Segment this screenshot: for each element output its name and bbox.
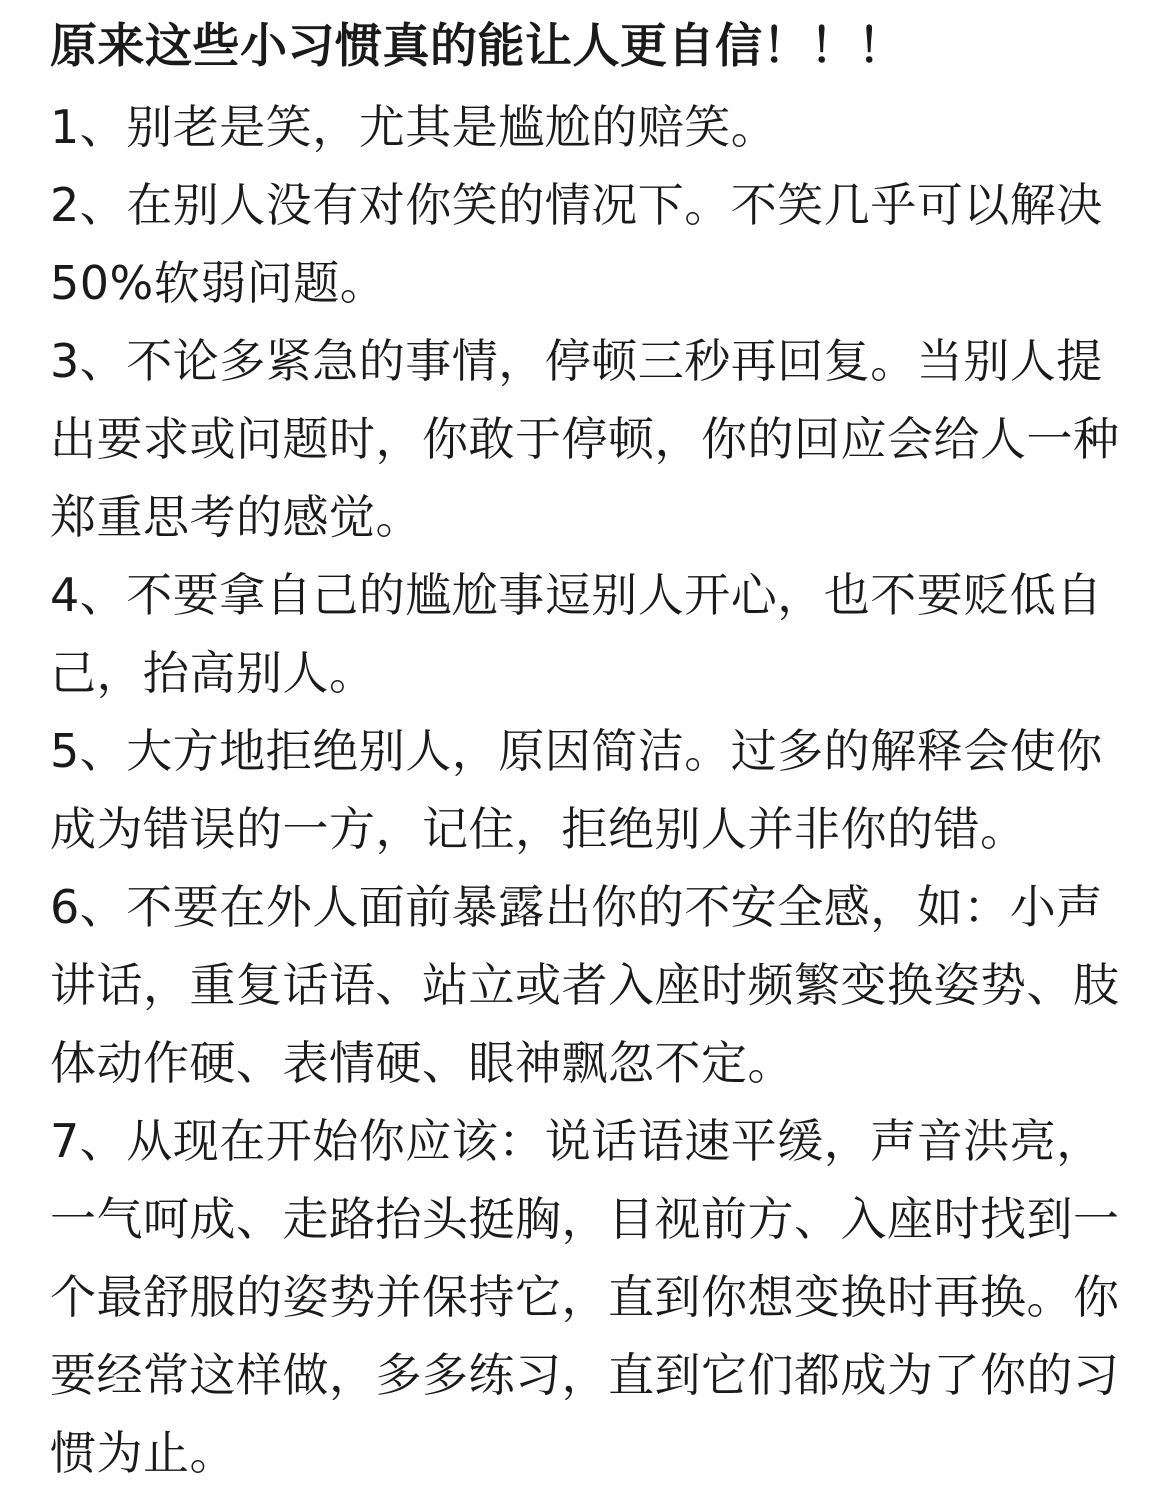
tips-list [50, 88, 1120, 1492]
tip-item-4: 4、不要拿自己的尴尬事逗别人开心，也不要贬低自己，抬高别人。 [50, 568, 1103, 700]
tip-item-6: 6、不要在外人面前暴露出你的不安全感，如：小声讲话，重复话语、站立或者入座时频繁变换姿势、肢体动作硬、表情硬、眼神飘忽不定。 [50, 880, 1120, 1090]
tip-item-5: 5、大方地拒绝别人，原因简洁。过多的解释会使你成为错误的一方，记住，拒绝别人并非你的错。 [50, 724, 1103, 856]
tip-item-2: 2、在别人没有对你笑的情况下。不笑几乎可以解决50%软弱问题。 [50, 178, 1103, 310]
tip-item-7: 7、从现在开始你应该：说话语速平缓，声音洪亮，一气呵成、走路抬头挺胸，目视前方、入座时找到一个最舒服的姿势并保持它，直到你想变换时再换。你要经常这样做，多多练习，直到它们都成为了你的习惯为止。 [50, 1114, 1120, 1480]
tip-item-1: 1、别老是笑，尤其是尴尬的赔笑。 [50, 100, 778, 154]
tip-item-3: 3、不论多紧急的事情，停顿三秒再回复。当别人提出要求或问题时，你敢于停顿，你的回应会给人一种郑重思考的感觉。 [50, 334, 1120, 544]
post-title: 原来这些小习惯真的能让人更自信！！！ [50, 19, 905, 74]
